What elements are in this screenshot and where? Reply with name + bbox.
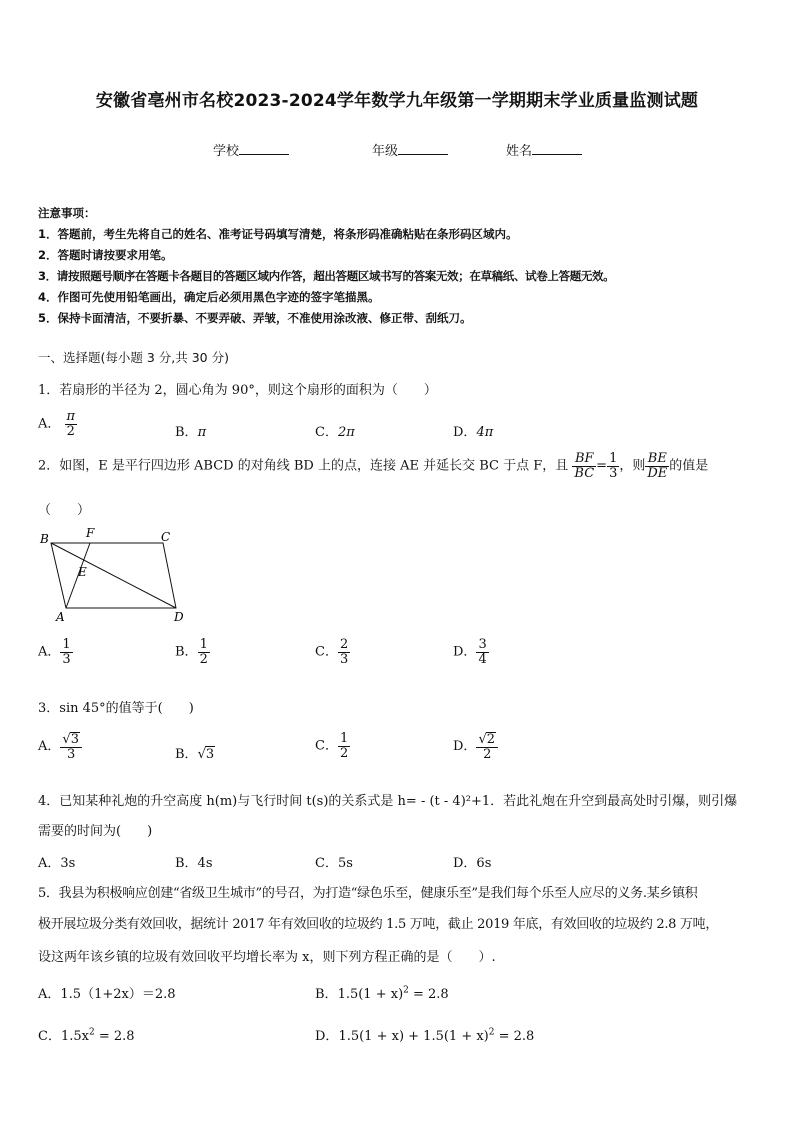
option-label: A． [38,416,61,432]
label-f: F [86,526,95,540]
q4-option-c: C．5s [315,856,353,871]
school-blank [239,141,289,155]
q1-option-b: B．π [175,425,207,440]
notes-block [38,203,778,329]
question-2-stem: 2．如图，E 是平行四边形 ABCD 的对角线 BD 上的点，连接 AE 并延长交 BC 于点 F，且 $\frac{BF}{BC}$ = $\frac{1}{3}$ ，则 $\frac{BE}{DE}$ 的值是 [38,451,709,481]
question-5-line3: 设这两年该乡镇的垃圾有效回收平均增长率为 x，则下列方程正确的是（ ）. [38,950,496,965]
q3-option-c: C． $\frac{1}{2}$ [315,731,349,761]
note-item: 4．作图可先使用铅笔画出，确定后必须用黑色字迹的签字笔描黑。 [38,290,380,304]
question-1-stem: 1．若扇形的半径为 2，圆心角为 90°，则这个扇形的面积为（ ） [38,383,437,398]
q2-option-b: B． $\frac{1}{2}$ [175,637,208,667]
q1-option-c: C．2π [315,425,355,440]
label-d: D [174,610,184,624]
question-2-paren: （ ） [38,503,91,518]
grade-field [372,140,448,159]
q2-option-c: C． $\frac{2}{3}$ [315,637,349,667]
label-e: E [78,565,87,579]
label-a: A [56,610,65,624]
grade-blank [398,141,448,155]
note-item: 3．请按照题号顺序在答题卡各题目的答题区域内作答，超出答题区域书写的答案无效；在草稿纸、试卷上答题无效。 [38,269,615,283]
name-label: 姓名 [506,144,533,159]
question-5-line1: 5．我县为积极响应创建“省级卫生城市”的号召，为打造“绿色乐至，健康乐至”是我们每个乐至人应尽的义务.某乡镇积 [38,886,698,901]
label-c: C [161,530,171,544]
q4-option-a: A．3s [38,856,76,871]
q1-option-d: D．4π [453,425,494,440]
q3-option-a: A． $\frac{√3}{3}$ [38,732,82,761]
fraction: $\frac{1}{2}$ [199,637,208,667]
fraction: $\frac{BF}{BC}$ [574,451,595,481]
q5-option-a: A．1.5（1+2x）＝2.8 [38,987,176,1002]
q5-option-b: B．$1.5(1 + x)^2 = 2.8$ [315,985,449,1002]
section-heading: 一、选择题(每小题 3 分,共 30 分) [38,350,229,365]
note-item: 5．保持卡面清洁，不要折暴、不要弄破、弄皱，不准使用涂改液、修正带、刮纸刀。 [38,311,472,325]
school-label: 学校 [213,144,240,159]
name-blank [532,141,582,155]
q1-option-a [38,410,77,438]
q5-option-d: D．$1.5(1 + x) + 1.5(1 + x)^2 = 2.8$ [315,1027,535,1044]
fraction: $\frac{3}{4}$ [478,637,487,667]
notes-heading: 注意事项： [38,206,96,220]
exam-title: 安徽省亳州市名校2023-2024学年数学九年级第一学期期末学业质量监测试题 [95,91,699,111]
q2-option-d: D． $\frac{3}{4}$ [453,637,487,667]
question-4-line1: 4．已知某种礼炮的升空高度 h(m)与飞行时间 t(s)的关系式是 h= - (t - 4)²+1．若此礼炮在升空到最高处时引爆，则引爆 [38,794,738,809]
q2-option-a: A． $\frac{1}{3}$ [38,637,71,667]
q4-option-d: D．6s [453,856,492,871]
school-field [213,140,289,159]
grade-label: 年级 [372,144,399,159]
question-3-stem: 3．sin 45°的值等于( ) [38,701,194,716]
question-4-line2: 需要的时间为( ) [38,824,153,839]
q4-option-b: B．4s [175,856,213,871]
question-5-line2: 极开展垃圾分类有效回收，据统计 2017 年有效回收的垃圾约 1.5 万吨，截止 2019 年底，有效回收的垃圾约 2.8 万吨， [38,917,719,932]
q3-option-b: B．√3 [175,747,215,762]
fraction: $\frac{1}{2}$ [339,731,349,761]
q5-option-c: C．$1.5x^2 = 2.8$ [38,1027,135,1044]
note-item: 1．答题前，考生先将自己的姓名、准考证号码填写清楚，将条形码准确粘贴在条形码区域内。 [38,227,518,241]
fraction: $\frac{√3}{3}$ [60,732,82,761]
name-field [506,140,582,159]
q3-option-d: D． $\frac{√2}{2}$ [453,732,498,761]
fraction: $\frac{\pi}{2}$ [66,409,76,439]
note-item: 2．答题时请按要求用笔。 [38,248,173,262]
fraction: $\frac{1}{3}$ [62,637,71,667]
fraction: $\frac{1}{3}$ [609,451,618,481]
fraction: $\frac{√2}{2}$ [476,732,498,761]
label-b: B [40,532,49,546]
parallelogram-figure [36,524,196,626]
fraction: $\frac{BE}{DE}$ [647,451,668,481]
fraction: $\frac{2}{3}$ [339,637,349,667]
